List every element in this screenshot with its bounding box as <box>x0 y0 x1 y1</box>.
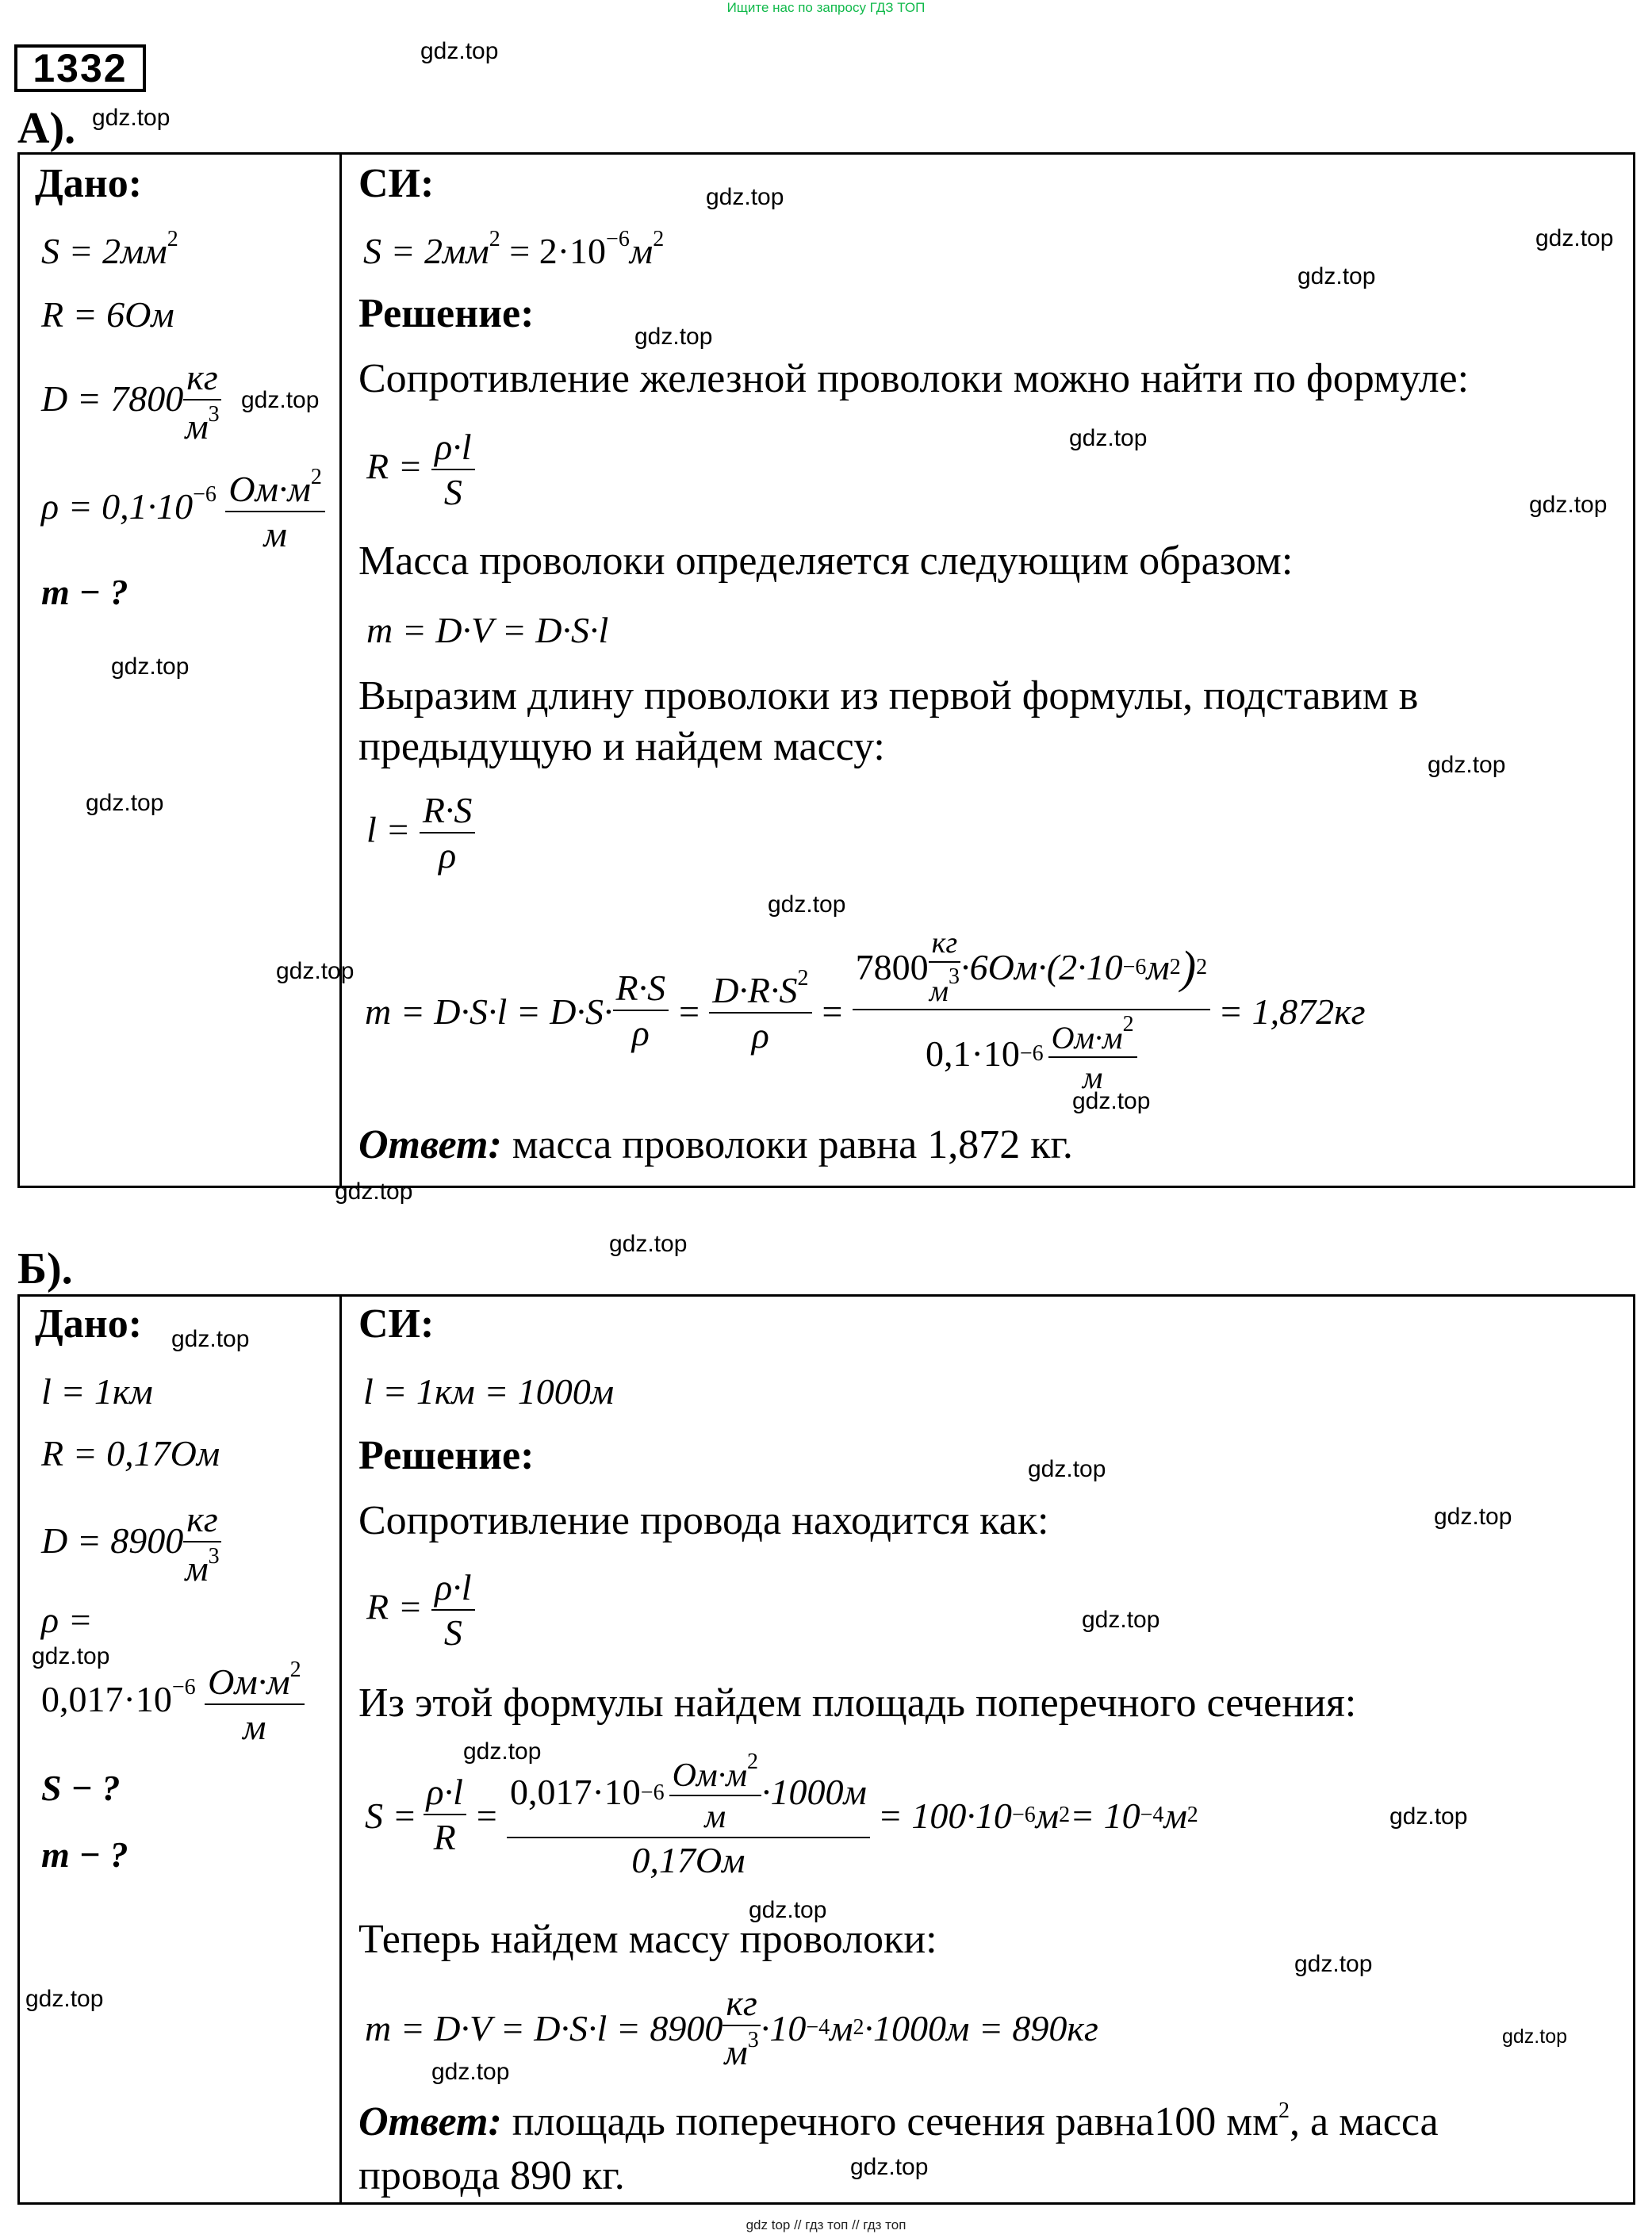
part-b-formula3: m = D·V = D·S·l = 8900 $\frac{кг}{м^3}$ ·10 −4 м 2 ·1000м = 890кг <box>365 1983 1098 2072</box>
part-a-text3b: предыдущую и найдем массу: <box>358 724 885 769</box>
watermark: gdz.top <box>25 1986 104 2012</box>
part-a-formula1: R = $\frac{\rho\cdot l}{S}$ <box>366 427 475 514</box>
part-a-label: А). <box>17 104 76 153</box>
watermark: gdz.top <box>1294 1951 1373 1977</box>
watermark: gdz.top <box>634 324 713 350</box>
part-b-formula2: S = $\frac{\rho\cdot l}{R}$ = 0,017·10 −6 $\frac{Ом\cdot м^2}{м}$ ·1000м 0,17Ом = 100·10 −6 м 2 = 10 −4 м 2 <box>365 1749 1198 1880</box>
watermark: gdz.top <box>1502 2025 1568 2048</box>
top-banner[interactable]: Ищите нас по запросу ГДЗ ТОП <box>726 0 926 15</box>
watermark: gdz.top <box>1389 1803 1468 1830</box>
part-a-given-rho: $\rho = 0,1\cdot 10^{-6}$ $\frac{Ом\cdot м^2}{м}$ <box>41 465 325 556</box>
part-b-given-heading: Дано: <box>35 1301 143 1347</box>
watermark: gdz.top <box>111 653 190 680</box>
part-a-text1: Сопротивление железной проволоки можно найти по формуле: <box>358 356 1470 401</box>
part-a-given-heading: Дано: <box>35 161 143 206</box>
watermark: gdz.top <box>420 38 499 64</box>
part-b-si-heading: СИ: <box>358 1301 435 1347</box>
part-b-solution-heading: Решение: <box>358 1433 535 1478</box>
watermark: gdz.top <box>850 2154 929 2180</box>
part-a-find-m: m − ? <box>41 572 128 612</box>
part-b-find-s: S − ? <box>41 1768 121 1808</box>
watermark: gdz.top <box>463 1738 542 1765</box>
part-a-formula4: m = D·S·l = D·S· $\frac{R\cdot S}{\rho}$ = $\frac{D\cdot R\cdot S^2}{\rho}$ = 7800 $\frac{кг}{м^3}$ ·6Ом·(2·10 −6 м 2 ) 2 0,1·10 −6 $\frac{Ом\cdot м^2}{м}$ = 1,872кг <box>365 926 1366 1096</box>
watermark: gdz.top <box>241 387 320 413</box>
part-a-text2: Масса проволоки определяется следующим образом: <box>358 538 1294 584</box>
part-b-text3: Теперь найдем массу проволоки: <box>358 1917 937 1962</box>
part-a-solution-heading: Решение: <box>358 291 535 336</box>
watermark: gdz.top <box>276 958 355 984</box>
watermark: gdz.top <box>1072 1088 1151 1114</box>
watermark: gdz.top <box>1082 1607 1160 1633</box>
watermark: gdz.top <box>706 184 784 210</box>
watermark: gdz.top <box>32 1643 110 1669</box>
part-b-given-d: D = 8900 $\frac{кг}{м^3}$ <box>41 1499 221 1590</box>
part-a-given-r: R = 6Ом <box>41 294 174 335</box>
problem-number: 1332 <box>14 44 146 92</box>
part-a-si-heading: СИ: <box>358 161 435 206</box>
part-b-given-r: R = 0,17Ом <box>41 1433 220 1473</box>
part-a-given-s: $S = 2мм^2$ <box>41 227 178 271</box>
part-b-given-rho-label: ρ = <box>41 1600 93 1640</box>
watermark: gdz.top <box>768 891 846 918</box>
part-b-answer-label: Ответ: <box>358 2099 502 2144</box>
watermark: gdz.top <box>1428 752 1506 778</box>
part-a-text3a: Выразим длину проволоки из первой формулы, подставим в <box>358 673 1419 719</box>
part-b-given-l: l = 1км <box>41 1371 153 1412</box>
part-a-formula3: l = $\frac{R\cdot S}{\rho}$ <box>366 790 475 877</box>
watermark: gdz.top <box>609 1231 688 1257</box>
watermark: gdz.top <box>1529 492 1608 518</box>
watermark: gdz.top <box>431 2059 510 2085</box>
part-b-find-m: m − ? <box>41 1834 128 1875</box>
watermark: gdz.top <box>92 105 171 131</box>
watermark: gdz.top <box>1297 263 1376 289</box>
part-a-given-d: D = 7800 $\frac{кг}{м^3}$ <box>41 357 221 448</box>
watermark: gdz.top <box>1069 425 1148 451</box>
part-b-text1: Сопротивление провода находится как: <box>358 1498 1049 1543</box>
watermark: gdz.top <box>171 1326 250 1352</box>
part-a-si-line: $S = 2мм^2 = 2\cdot 10^{-6}м^2$ <box>363 227 665 271</box>
part-b-answer-line1: Ответ: площадь поперечного сечения равна100 $мм^2$, а масса <box>358 2098 1439 2144</box>
watermark: gdz.top <box>749 1897 827 1923</box>
part-a-formula2: m = D·V = D·S·l <box>366 610 609 650</box>
watermark: gdz.top <box>1028 1456 1106 1482</box>
footer-links[interactable]: gdz top // гдз топ // гдз топ <box>746 2217 906 2232</box>
watermark: gdz.top <box>1434 1504 1512 1530</box>
part-b-si-line: l = 1км = 1000м <box>363 1371 615 1412</box>
part-b-label: Б). <box>17 1244 73 1293</box>
part-b-answer-line2: провода 890 кг. <box>358 2153 625 2198</box>
watermark: gdz.top <box>86 790 164 816</box>
part-b-divider <box>339 1294 342 2205</box>
part-a-answer-text: масса проволоки равна 1,872 кг. <box>501 1122 1073 1167</box>
part-a-answer-label: Ответ: <box>358 1122 502 1167</box>
part-b-formula1: R = $\frac{\rho\cdot l}{S}$ <box>366 1567 475 1654</box>
part-b-text2: Из этой формулы найдем площадь поперечного сечения: <box>358 1680 1357 1726</box>
part-a-answer <box>358 1121 1073 1168</box>
part-b-given-rho: $0,017\cdot 10^{-6}$ $\frac{Ом\cdot м^2}{м}$ <box>41 1657 305 1749</box>
part-a-divider <box>339 152 342 1188</box>
watermark: gdz.top <box>335 1178 413 1205</box>
watermark: gdz.top <box>1535 225 1614 251</box>
